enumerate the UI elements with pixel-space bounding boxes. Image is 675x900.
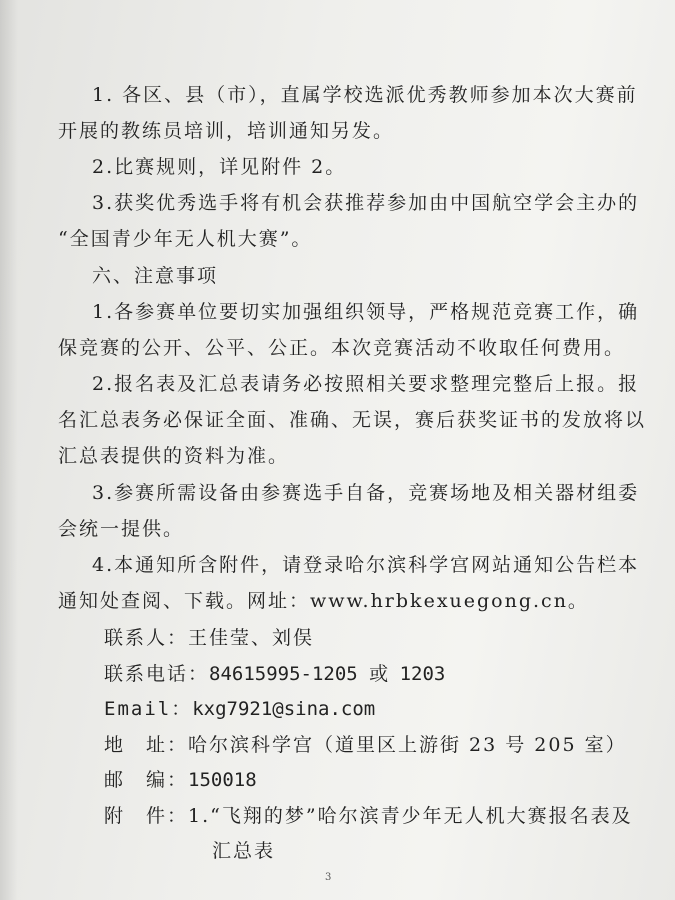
note-2-line-3: 汇总表提供的资料为准。 [58, 445, 290, 467]
note-3-line-2: 会统一提供。 [58, 518, 185, 540]
contact-person [104, 626, 314, 650]
phone-label: 联系电话： [104, 663, 210, 685]
attachment-label: 附 件： [104, 805, 189, 827]
paragraph-1-line-2: 开展的教练员培训，培训通知另发。 [58, 120, 395, 142]
contact-value: 王佳莹、刘俣 [188, 627, 315, 649]
zip-value: 150018 [188, 769, 257, 791]
paragraph-3-line-2: “全国青少年无人机大赛”。 [58, 228, 313, 250]
attachment [104, 804, 633, 828]
note-1-line-2: 保竞赛的公开、公平、公正。本次竞赛活动不收取任何费用。 [58, 337, 626, 359]
address-value: 哈尔滨科学宫（道里区上游街 23 号 205 室） [188, 734, 627, 756]
note-2-line-1: 2.报名表及汇总表请务必按照相关要求整理完整后上报。报 [92, 373, 640, 395]
email-value: kxg7921@sina.com [192, 698, 376, 720]
section-heading-notes: 六、注意事项 [92, 265, 219, 287]
paragraph-1-line-1: 1. 各区、县（市），直属学校选派优秀教师参加本次大赛前 [92, 84, 638, 106]
address-label: 地 址： [104, 734, 189, 756]
contact-address [104, 733, 627, 757]
note-3-line-1: 3.参赛所需设备由参赛选手自备，竞赛场地及相关器材组委 [92, 482, 640, 504]
email-label: Email： [104, 698, 193, 720]
note-4-line-2: 通知处查阅、下载。网址：www.hrbkexuegong.cn。 [58, 590, 589, 612]
contact-label: 联系人： [104, 627, 189, 649]
page-number: 3 [325, 872, 332, 883]
paragraph-3-line-1: 3.获奖优秀选手将有机会获推荐参加由中国航空学会主办的 [92, 192, 640, 214]
zip-label: 邮 编： [104, 769, 189, 791]
paragraph-2: 2.比赛规则，详见附件 2。 [92, 156, 347, 178]
phone-value: 84615995-1205 或 1203 [209, 663, 446, 685]
note-2-line-2: 名汇总表务必保证全面、准确、无误，赛后获奖证书的发放将以 [58, 409, 647, 431]
note-1-line-1: 1.各参赛单位要切实加强组织领导，严格规范竞赛工作，确 [92, 301, 640, 323]
contact-email [104, 697, 375, 721]
note-4-line-1: 4.本通知所含附件，请登录哈尔滨科学宫网站通知公告栏本 [92, 554, 640, 576]
contact-phone [104, 662, 445, 686]
attachment-value-line-1: 1.“飞翔的梦”哈尔滨青少年无人机大赛报名表及 [188, 805, 633, 827]
contact-zip [104, 768, 257, 792]
page-shadow [0, 0, 18, 900]
attachment-value-line-2: 汇总表 [212, 840, 276, 862]
